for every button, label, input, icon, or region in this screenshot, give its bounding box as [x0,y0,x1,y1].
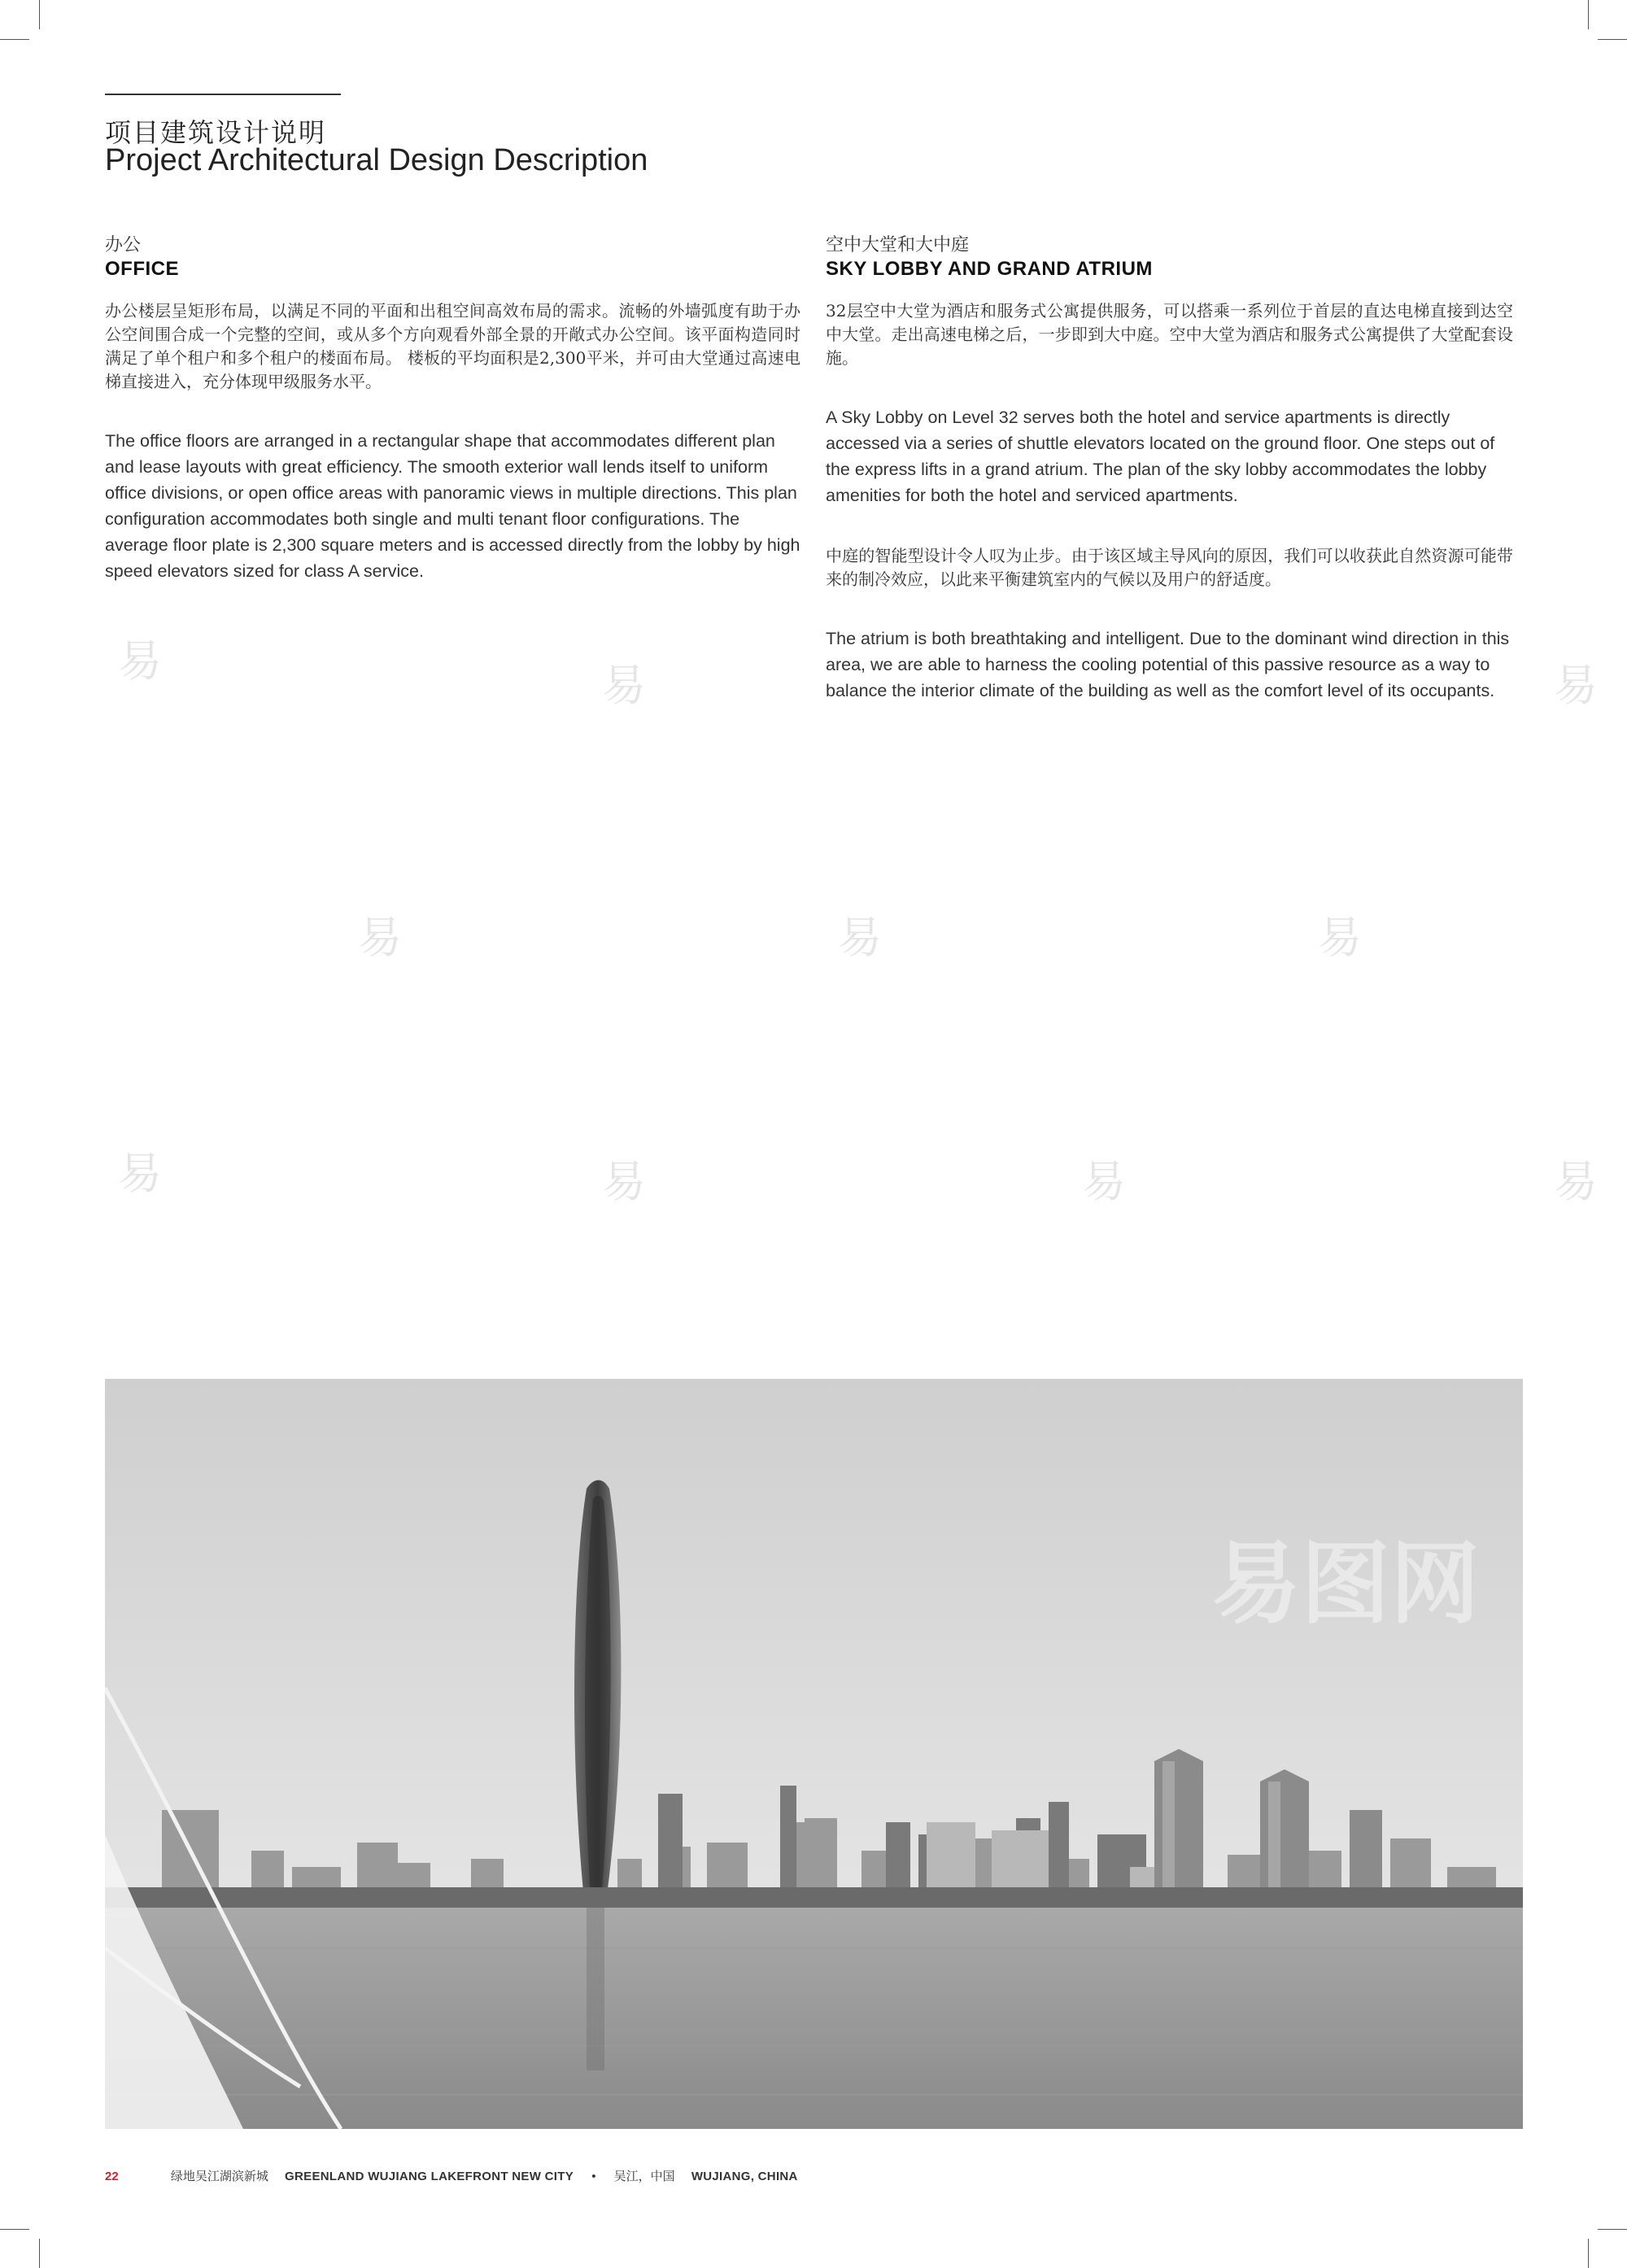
footer-project-zh: 绿地吴江湖滨新城 [170,2169,268,2183]
watermark-glyph: 易 [1318,912,1362,963]
footer-project-en: GREENLAND WUJIANG LAKEFRONT NEW CITY [285,2170,574,2183]
crop-mark-bottom-right [1588,2239,1589,2268]
crop-mark-bottom-right-h [1598,2229,1627,2230]
crop-mark-top-right-h [1598,39,1627,40]
sky-lobby-paragraph1-en: A Sky Lobby on Level 32 serves both the hotel and service apartments is directly accessed via a series of shuttle elevators located on the ground floor. One steps out of the express lifts in a grand atrium. The plan of the sky lobby accommodates the lobby amenities for both the hotel and serviced apartments. [826,408,1495,505]
sky-lobby-section [826,234,1513,739]
sky-lobby-heading-zh: 空中大堂和大中庭 [826,235,970,255]
page-number: 22 [105,2170,119,2183]
watermark-glyph: 易 [602,660,646,711]
skyline-photo [105,1379,1523,2129]
footer [105,2167,798,2184]
watermark-glyph: 易 [118,635,162,687]
crop-mark-top-right [1588,0,1589,29]
sky-lobby-heading-en: SKY LOBBY AND GRAND ATRIUM [826,258,1153,280]
office-heading-en: OFFICE [105,258,179,280]
page-title-zh: 项目建筑设计说明 [105,117,327,148]
crop-mark-bottom-left-h [0,2229,29,2230]
footer-location-en: WUJIANG, CHINA [691,2170,798,2183]
watermark-glyph: 易 [1082,1156,1126,1207]
sky-lobby-paragraph1-zh: 32层空中大堂为酒店和服务式公寓提供服务，可以搭乘一系列位于首层的直达电梯直接到达空中大堂。走出高速电梯之后，一步即到大中庭。空中大堂为酒店和服务式公寓提供了大堂配套设施。 [826,301,1513,368]
watermark-glyph: 易 [1554,1156,1598,1207]
office-section [105,234,800,620]
footer-bullet: • [591,2170,596,2183]
office-heading-zh: 办公 [105,235,142,255]
crop-mark-top-left-h [0,39,29,40]
office-paragraph-zh: 办公楼层呈矩形布局，以满足不同的平面和出租空间高效布局的需求。流畅的外墙弧度有助于办公空间围合成一个完整的空间，或从多个方向观看外部全景的开敞式办公空间。该平面构造同时满足了单个租户和多个租户的楼面布局。 楼板的平均面积是2,300平米，并可由大堂通过高速电梯直接进入，充分体现甲级服务水平。 [105,301,800,391]
crop-mark-bottom-left [39,2239,40,2268]
footer-location-zh: 吴江，中国 [613,2169,675,2183]
watermark-glyph: 易 [118,1148,162,1199]
crop-mark-top-left [39,0,40,29]
watermark-glyph: 易 [358,912,402,963]
header-rule [105,94,341,95]
sky-lobby-paragraph2-en: The atrium is both breathtaking and intelligent. Due to the dominant wind direction in this area, we are able to harness the cooling potential of this passive resource as a way to balance the interior climate of the building as well as the comfort level of its occupants. [826,629,1510,700]
office-paragraph-en: The office floors are arranged in a rectangular shape that accommodates different plan and lease layouts with great efficiency. The smooth exterior wall lends itself to uniform office divisions, or open office areas with panoramic views in multiple directions. This plan configuration accommodates both single and multi tenant floor configurations. The average floor plate is 2,300 square meters and is accessed directly from the lobby by high speed elevators sized for class A service. [105,431,800,581]
page-title-en: Project Architectural Design Description [105,143,648,177]
sky-lobby-paragraph2-zh: 中庭的智能型设计令人叹为止步。由于该区域主导风向的原因，我们可以收获此自然资源可能带来的制冷效应，以此来平衡建筑室内的气候以及用户的舒适度。 [826,546,1513,589]
watermark-logo: 易图网 [1211,1532,1480,1636]
watermark-glyph: 易 [838,912,882,963]
watermark-glyph: 易 [602,1156,646,1207]
watermark-glyph: 易 [1554,660,1598,711]
skyline-illustration [105,1379,1523,2129]
